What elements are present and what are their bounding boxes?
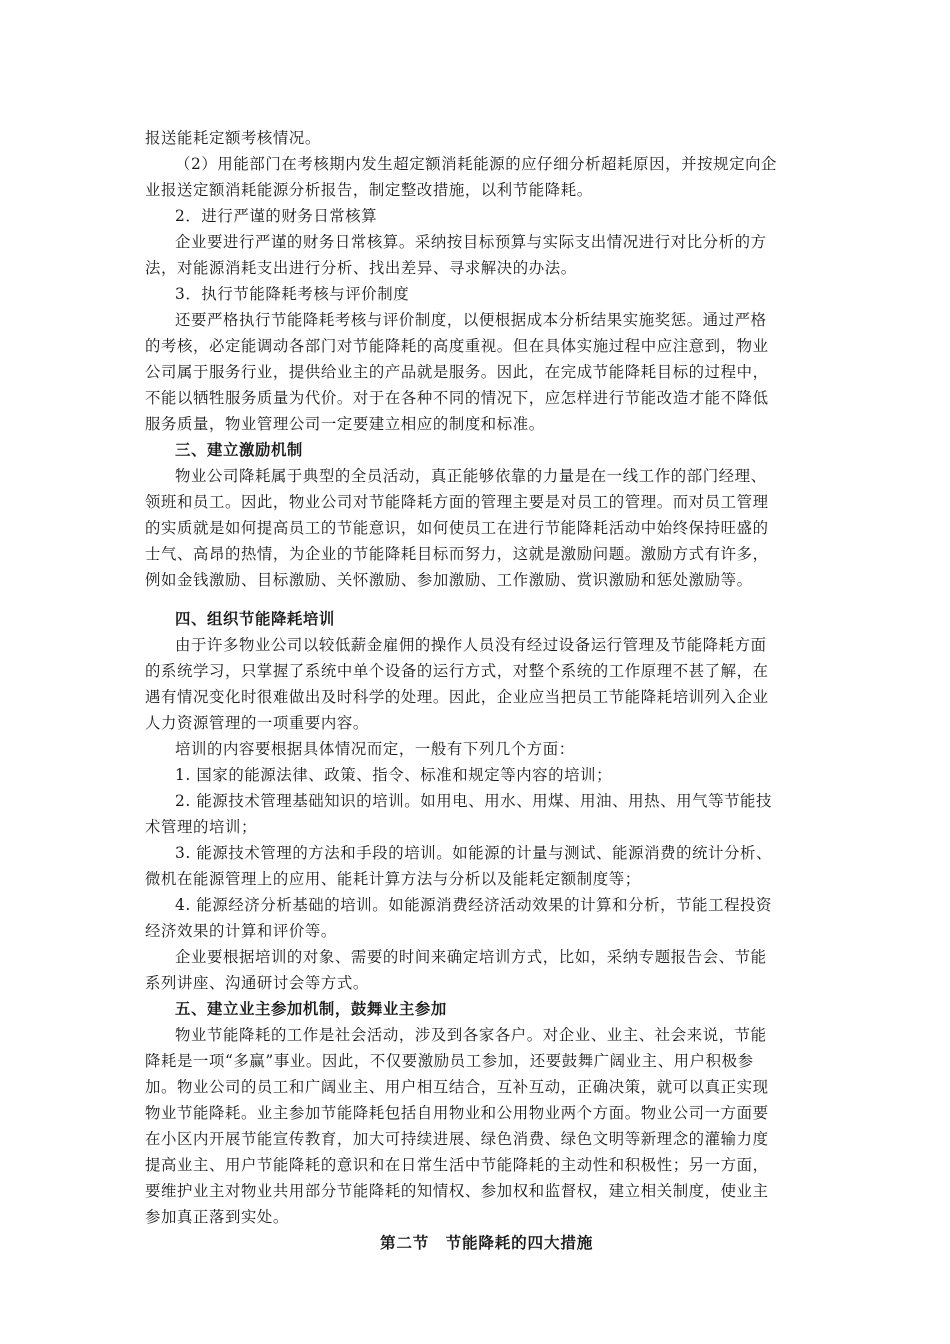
text-line: 公司属于服务行业，提供给业主的产品就是服务。因此，在完成节能降耗目标的过程中， bbox=[145, 363, 769, 381]
text-line: 降耗是一项“多赢”事业。因此，不仅要激励员工参加，还要鼓舞广阔业主、用户积极参 bbox=[145, 1052, 754, 1070]
text-line: 培训的内容要根据具体情况而定，一般有下列几个方面： bbox=[175, 740, 575, 758]
list-item: 4. 能源经济分析基础的培训。如能源消费经济活动效果的计算和分析，节能工程投资 bbox=[175, 896, 773, 914]
text-line: 领班和员工。因此，物业公司对节能降耗方面的管理主要是对员工的管理。而对员工管理 bbox=[145, 493, 769, 511]
list-item: 3. 能源技术管理的方法和手段的培训。如能源的计量与测试、能源消费的统计分析、 bbox=[175, 844, 773, 862]
text-line: 在小区内开展节能宣传教育，加大可持续进展、绿色消费、绿色文明等新理念的灌输力度 bbox=[145, 1130, 769, 1148]
list-item: 1. 国家的能源法律、政策、指令、标准和规定等内容的培训； bbox=[175, 766, 613, 784]
text-line: 加。物业公司的员工和广阔业主、用户相互结合，互补互动，正确决策，就可以真正实现 bbox=[145, 1078, 769, 1096]
text-line: 法，对能源消耗支出进行分析、找出差异、寻求解决的办法。 bbox=[145, 259, 577, 277]
text-line: 企业要进行严谨的财务日常核算。采纳按目标预算与实际支出情况进行对比分析的方 bbox=[175, 233, 767, 251]
text-line: 微机在能源管理上的应用、能耗计算方法与分析以及能耗定额制度等； bbox=[145, 870, 641, 888]
text-line: 要维护业主对物业共用部分节能降耗的知情权、参加权和监督权，建立相关制度，使业主 bbox=[145, 1182, 769, 1200]
text-line: 还要严格执行节能降耗考核与评价制度，以便根据成本分析结果实施奖惩。通过严格 bbox=[175, 311, 767, 329]
text-line: 参加真正落到实处。 bbox=[145, 1208, 289, 1226]
list-item: 2. 能源技术管理基础知识的培训。如用电、用水、用煤、用油、用热、用气等节能技 bbox=[175, 792, 773, 810]
text-line: 士气、高昂的热情，为企业的节能降耗目标而努力，这就是激励问题。激励方式有许多， bbox=[145, 545, 769, 563]
section-heading: 五、建立业主参加机制，鼓舞业主参加 bbox=[175, 1000, 447, 1018]
text-line: 人力资源管理的一项重要内容。 bbox=[145, 714, 369, 732]
text-line: 遇有情况变化时很难做出及时科学的处理。因此，企业应当把员工节能降耗培训列入企业 bbox=[145, 688, 769, 706]
text-line: 物业节能降耗。业主参加节能降耗包括自用物业和公用物业两个方面。物业公司一方面要 bbox=[145, 1104, 769, 1122]
text-line: 的考核，必定能调动各部门对节能降耗的高度重视。但在具体实施过程中应注意到，物业 bbox=[145, 337, 769, 355]
text-line: 报送能耗定额考核情况。 bbox=[145, 129, 321, 147]
text-line: 例如金钱激励、目标激励、关怀激励、参加激励、工作激励、赏识激励和惩处激励等。 bbox=[145, 571, 753, 589]
text-line: 业报送定额消耗能源分析报告，制定整改措施，以利节能降耗。 bbox=[145, 181, 593, 199]
subheading: 3．执行节能降耗考核与评价制度 bbox=[175, 285, 410, 303]
text-line: 物业公司降耗属于典型的全员活动，真正能够依靠的力量是在一线工作的部门经理、 bbox=[175, 467, 767, 485]
text-line: 提高业主、用户节能降耗的意识和在日常生活中节能降耗的主动性和积极性；另一方面， bbox=[145, 1156, 769, 1174]
subheading: 2．进行严谨的财务日常核算 bbox=[175, 207, 378, 225]
text-line: 术管理的培训； bbox=[145, 818, 257, 836]
text-line: （2）用能部门在考核期内发生超定额消耗能源的应仔细分析超耗原因，并按规定向企 bbox=[175, 155, 778, 173]
section-title: 第二节 节能降耗的四大措施 bbox=[380, 1233, 594, 1252]
text-line: 物业节能降耗的工作是社会活动，涉及到各家各户。对企业、业主、社会来说，节能 bbox=[175, 1026, 767, 1044]
text-line: 不能以牺牲服务质量为代价。对于在各种不同的情况下，应怎样进行节能改造才能不降低 bbox=[145, 389, 769, 407]
section-heading: 三、建立激励机制 bbox=[175, 441, 303, 459]
text-line: 由于许多物业公司以较低薪金雇佣的操作人员没有经过设备运行管理及节能降耗方面 bbox=[175, 636, 767, 654]
text-line: 的系统学习，只掌握了系统中单个设备的运行方式，对整个系统的工作原理不甚了解，在 bbox=[145, 662, 769, 680]
text-line: 企业要根据培训的对象、需要的时间来确定培训方式，比如，采纳专题报告会、节能 bbox=[175, 948, 767, 966]
text-line: 系列讲座、沟通研讨会等方式。 bbox=[145, 974, 369, 992]
section-heading: 四、组织节能降耗培训 bbox=[175, 610, 335, 628]
text-line: 经济效果的计算和评价等。 bbox=[145, 922, 337, 940]
text-line: 服务质量，物业管理公司一定要建立相应的制度和标准。 bbox=[145, 415, 545, 433]
text-line: 的实质就是如何提高员工的节能意识，如何使员工在进行节能降耗活动中始终保持旺盛的 bbox=[145, 519, 769, 537]
